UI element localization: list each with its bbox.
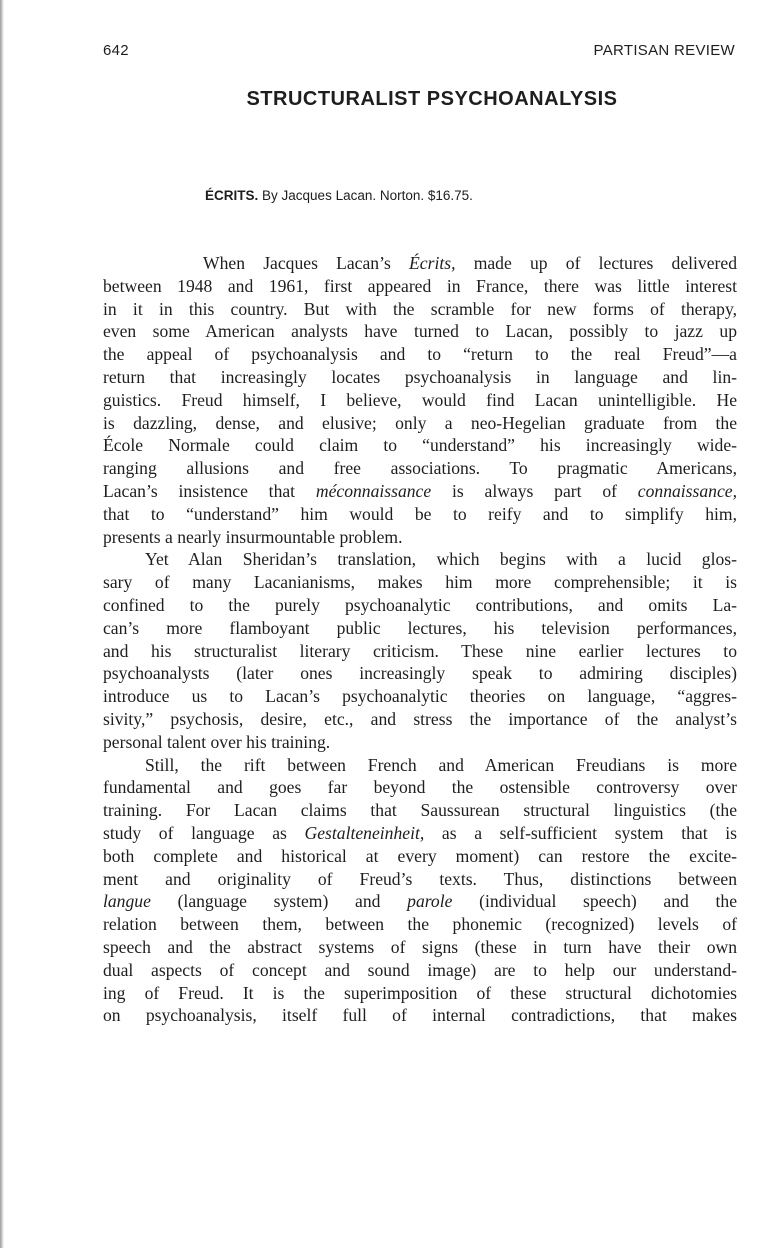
text-line: [103, 936, 737, 959]
text-line: [103, 594, 737, 617]
text-line: [103, 389, 737, 412]
article-body: [103, 252, 737, 1027]
journal-title: PARTISAN REVIEW: [593, 42, 735, 59]
running-header: [103, 42, 735, 62]
book-title: ÉCRITS.: [205, 188, 259, 203]
text-line: [103, 640, 737, 663]
text-line: [103, 890, 737, 913]
text-run: in it in this country. But with the scramble for new forms of therapy,: [103, 298, 737, 319]
text-line: [103, 617, 737, 640]
text-line: [103, 366, 737, 389]
book-details: By Jacques Lacan. Norton. $16.75.: [262, 188, 473, 203]
text-run: on psychoanalysis, itself full of internal contradictions, that makes: [103, 1005, 737, 1026]
text-line: [103, 343, 737, 366]
text-run: introduce us to Lacan’s psychoanalytic theories on language, “aggres-: [103, 686, 737, 707]
text-line: [103, 822, 737, 845]
text-run: confined to the purely psychoanalytic contributions, and omits La-: [103, 594, 737, 615]
italic-text: Écrits,: [409, 253, 456, 273]
text-line: [103, 571, 737, 594]
text-line: [103, 275, 737, 298]
text-line: [103, 457, 737, 480]
text-run: presents a nearly insurmountable problem.: [103, 526, 403, 547]
text-run: ranging allusions and free associations. To pragmatic Americans,: [103, 458, 737, 479]
text-line: [103, 503, 737, 526]
text-line: [103, 959, 737, 982]
text-run: guistics. Freud himself, I believe, would find Lacan unintelligible. He: [103, 389, 737, 410]
text-line: [103, 685, 737, 708]
text-run: Lacan’s insistence that: [103, 480, 316, 501]
text-line: [103, 845, 737, 868]
text-run: training. For Lacan claims that Saussurean structural linguistics (the: [103, 800, 737, 821]
text-line: [103, 434, 737, 457]
text-run: dual aspects of concept and sound image) are to help our understand-: [103, 959, 737, 980]
text-run: is always part of: [431, 480, 638, 501]
article-title: STRUCTURALIST PSYCHOANALYSIS: [246, 88, 618, 110]
text-run: made up of lectures delivered: [455, 253, 738, 273]
text-line: [103, 982, 737, 1005]
text-run: (individual speech) and the: [452, 891, 738, 912]
page-number: 642: [103, 42, 129, 59]
text-run: even some American analysts have turned to Lacan, possibly to jazz up: [103, 321, 737, 342]
paragraph: [103, 252, 737, 548]
text-line: [103, 526, 737, 549]
text-run: relation between them, between the phonemic (recognized) levels of: [103, 914, 737, 935]
text-run: personal talent over his training.: [103, 731, 331, 752]
text-line: [103, 708, 737, 731]
text-run: can’s more flamboyant public lectures, his television performances,: [103, 617, 737, 638]
text-line: [103, 754, 737, 777]
text-run: sary of many Lacanianisms, makes him more comprehensible; it is: [103, 572, 737, 593]
text-line: [103, 480, 737, 503]
text-run: return that increasingly locates psychoanalysis in language and lin-: [103, 366, 737, 387]
italic-text: connaissance,: [637, 480, 737, 501]
text-run: ing of Freud. It is the superimposition of these structural dichotomies: [103, 982, 737, 1003]
italic-text: méconnaissance: [315, 480, 432, 501]
book-citation: [205, 188, 473, 203]
text-run: study of language as: [103, 822, 305, 843]
text-line: [103, 731, 737, 754]
text-run: sivity,” psychosis, desire, etc., and stress the importance of the analyst’s: [103, 708, 737, 729]
text-line: [103, 412, 737, 435]
text-line: [103, 868, 737, 891]
text-run: fundamental and goes far beyond the ostensible controversy over: [103, 777, 737, 798]
text-run: (language system) and: [150, 891, 408, 912]
text-line: [103, 320, 737, 343]
text-run: speech and the abstract systems of signs (these in turn have their own: [103, 936, 737, 957]
italic-text: langue: [103, 891, 151, 912]
text-run: as a self-sufficient system that is: [424, 822, 737, 843]
text-run: is dazzling, dense, and elusive; only a neo-Hegelian graduate from the: [103, 412, 737, 433]
page-edge-shadow: [0, 0, 4, 1248]
text-line: [103, 776, 737, 799]
paragraph: [103, 754, 737, 1028]
text-line: [103, 252, 737, 275]
text-run: Yet Alan Sheridan’s translation, which begins with a lucid glos-: [145, 549, 737, 570]
text-line: [103, 1004, 737, 1027]
text-run: Still, the rift between French and American Freudians is more: [145, 754, 737, 775]
text-run: between 1948 and 1961, first appeared in France, there was little interest: [103, 275, 737, 296]
text-line: [103, 799, 737, 822]
italic-text: Gestalteneinheit,: [304, 822, 425, 843]
text-run: École Normale could claim to “understand” his increasingly wide-: [103, 435, 737, 456]
text-run: When Jacques Lacan’s: [203, 253, 410, 273]
paragraph: [103, 548, 737, 753]
italic-text: parole: [407, 891, 453, 912]
text-line: [103, 913, 737, 936]
text-line: [103, 662, 737, 685]
text-line: [103, 548, 737, 571]
text-run: both complete and historical at every moment) can restore the excite-: [103, 845, 737, 866]
text-run: the appeal of psychoanalysis and to “return to the real Freud”—a: [103, 344, 737, 365]
text-run: psychoanalysts (later ones increasingly speak to admiring disciples): [103, 663, 737, 684]
text-run: and his structuralist literary criticism. These nine earlier lectures to: [103, 640, 737, 661]
text-line: [103, 298, 737, 321]
text-run: ment and originality of Freud’s texts. Thus, distinctions between: [103, 868, 737, 889]
text-run: that to “understand” him would be to reify and to simplify him,: [103, 503, 737, 524]
